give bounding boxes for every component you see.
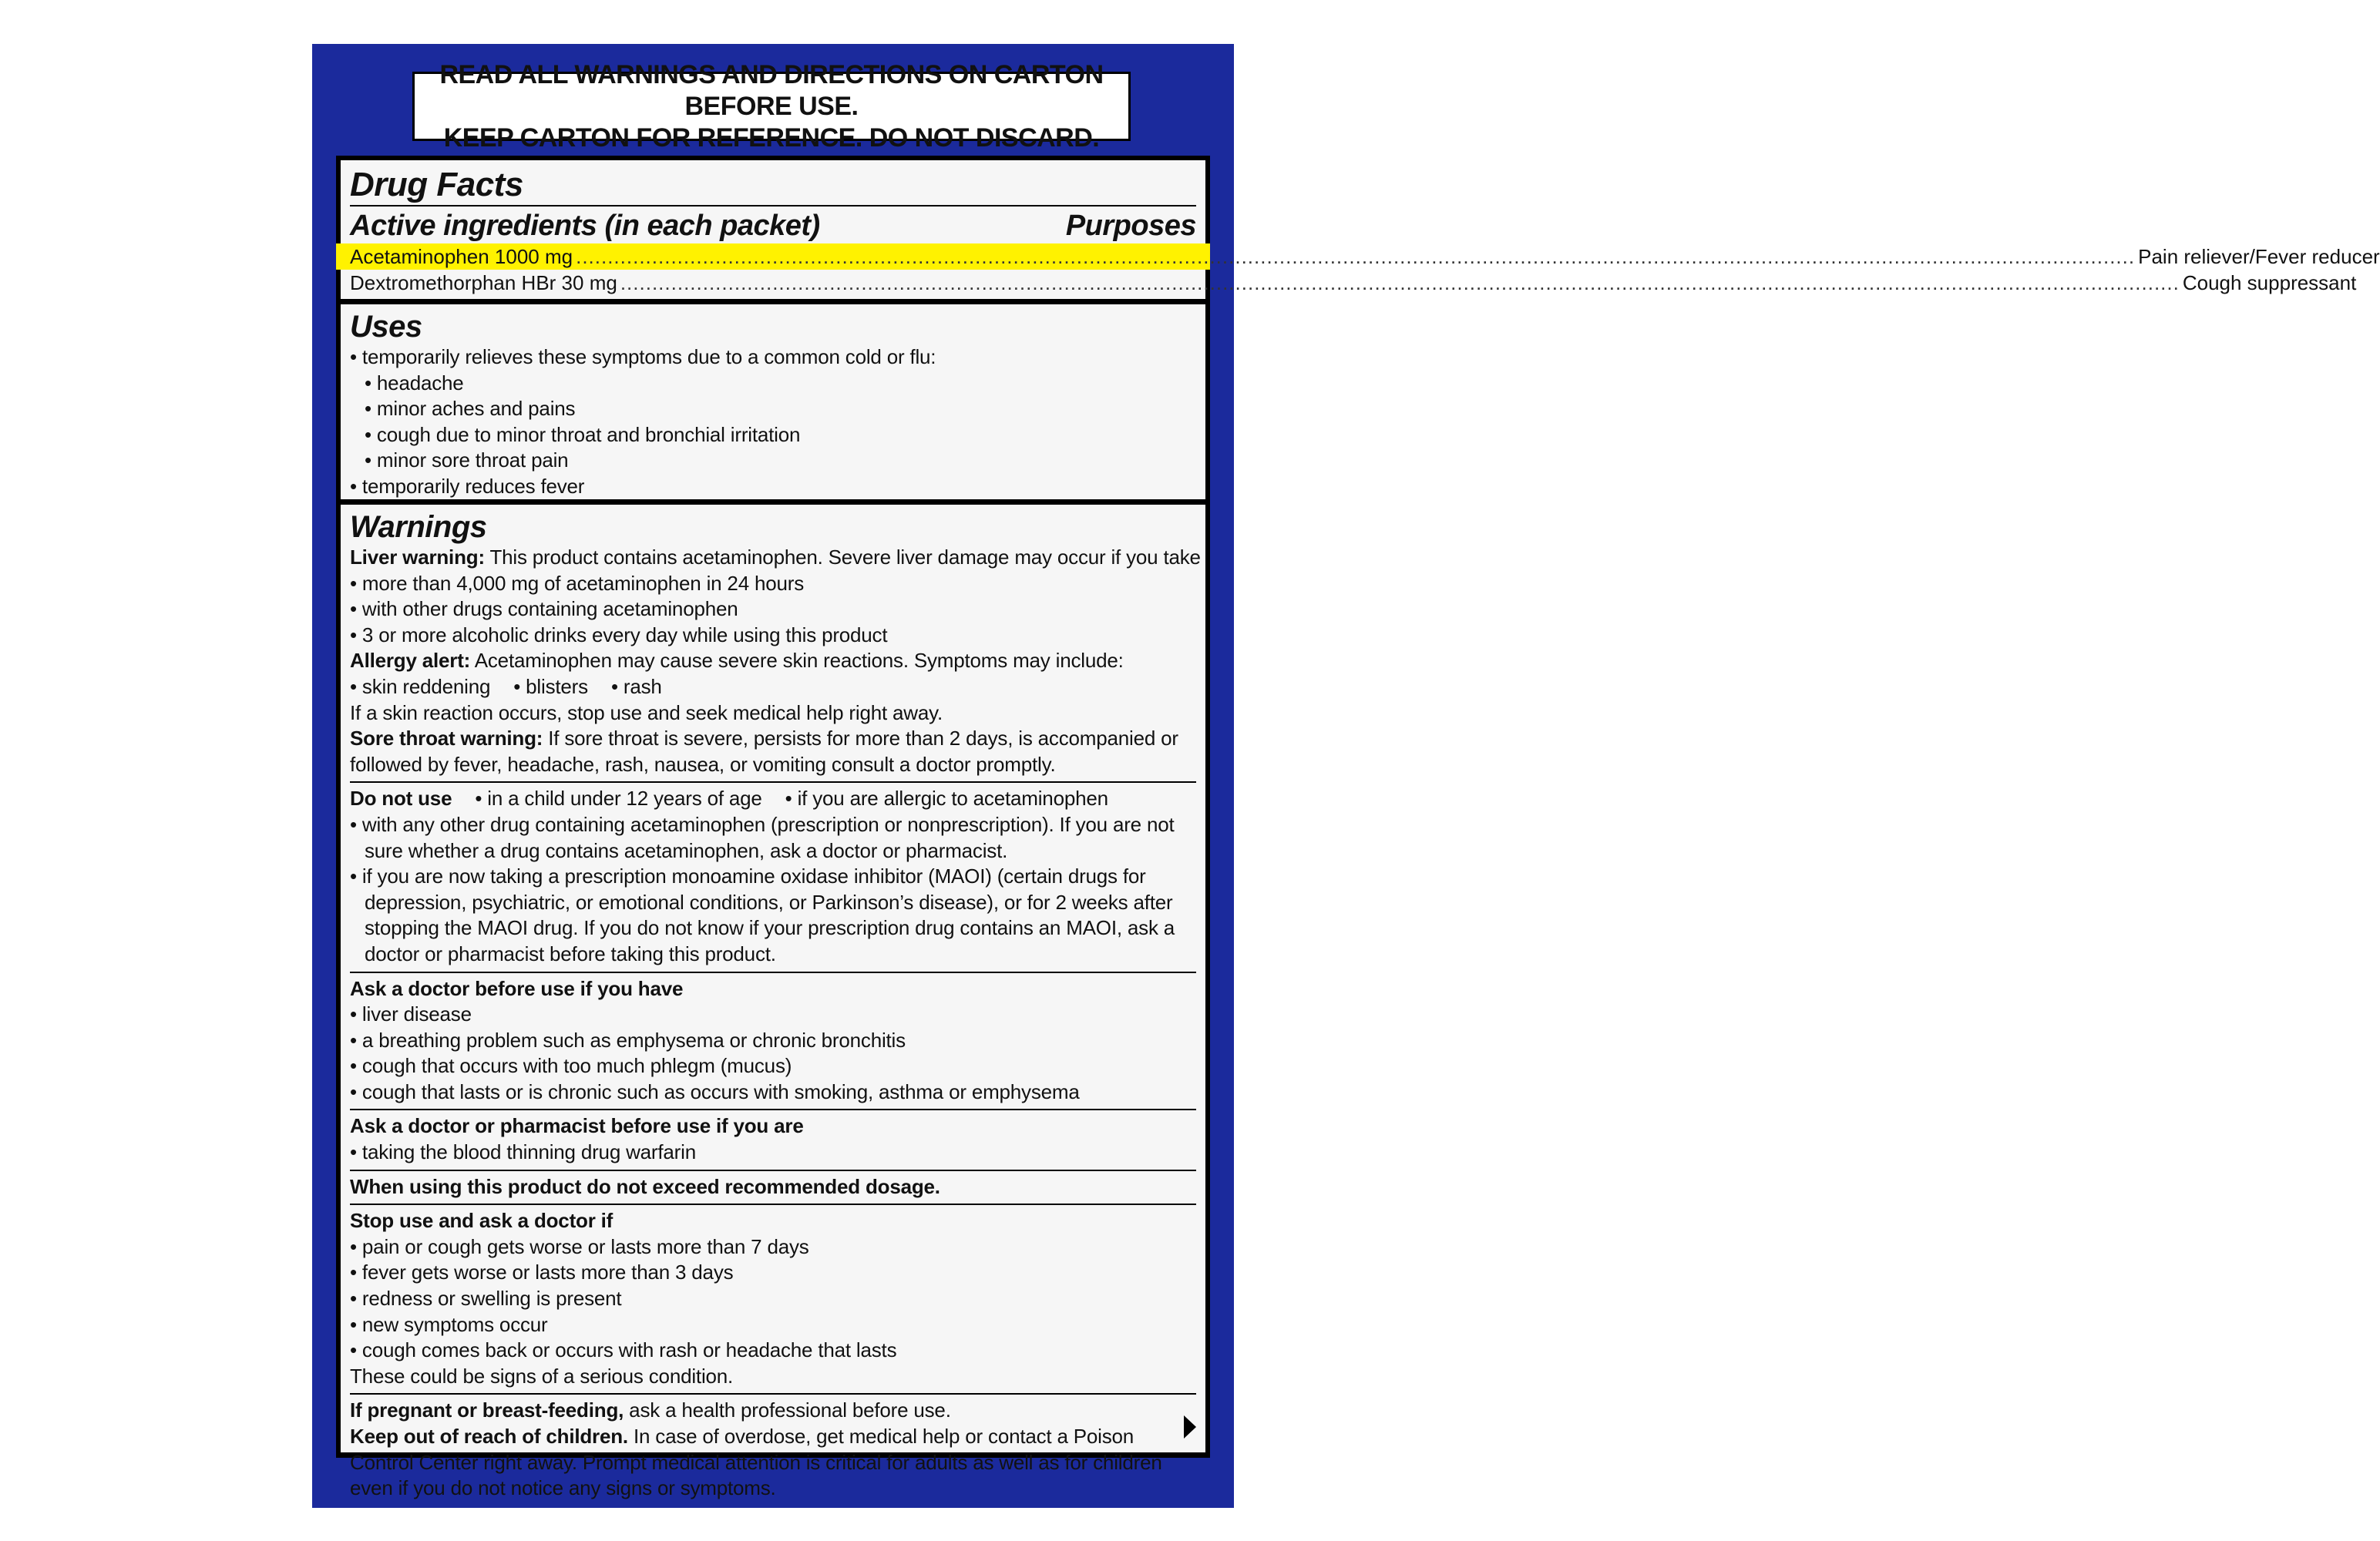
stop-use-title: Stop use and ask a doctor if [350, 1209, 613, 1233]
arrow-right-icon [1184, 1415, 1196, 1439]
dot-leader [576, 243, 2135, 270]
liver-item: • more than 4,000 mg of acetaminophen in 24 hours [350, 571, 805, 595]
ask-pharmacist-block [350, 1109, 1196, 1165]
allergy-alert-text: Acetaminophen may cause severe skin reactions. Symptoms may include: [470, 649, 1124, 673]
do-not-use-label: Do not use [350, 787, 452, 811]
active-ingredients-header [350, 208, 1196, 243]
warning-banner [412, 59, 1131, 153]
warnings-section [341, 505, 1205, 1500]
banner-line-2: KEEP CARTON FOR REFERENCE. DO NOT DISCARD. [443, 123, 1100, 153]
pregnant-line [350, 1398, 1196, 1424]
uses-intro: • temporarily relieves these symptoms due to a common cold or flu: [350, 345, 936, 368]
ask-doctor-item: • cough that occurs with too much phlegm (mucus) [350, 1054, 792, 1078]
ingredient-row-dextromethorphan [350, 270, 2357, 296]
ask-doctor-title: Ask a doctor before use if you have [350, 976, 684, 1000]
uses-item: • minor sore throat pain [365, 448, 569, 472]
when-using-block [350, 1170, 1196, 1200]
keep-out-line [350, 1424, 1196, 1502]
allergy-item: • blisters [513, 674, 588, 698]
allergy-alert-label: Allergy alert: [350, 649, 471, 673]
banner-line-1: READ ALL WARNINGS AND DIRECTIONS ON CARTON BEFORE USE. [439, 59, 1104, 121]
dot-leader [620, 270, 2180, 296]
allergy-after: If a skin reaction occurs, stop use and seek medical help right away. [350, 700, 943, 724]
carton-back-panel [312, 44, 2380, 1508]
keep-out-text: In case of overdose, get medical help or contact a Poison Control Center right away. Prompt medical attention is critical for adults as well as for children even if you do not notice any signs or symptoms. [350, 1425, 1162, 1500]
uses-title: Uses [350, 310, 422, 344]
ask-pharmacist-title: Ask a doctor or pharmacist before use if you are [350, 1114, 804, 1138]
liver-warning-text: This product contains acetaminophen. Severe liver damage may occur if you take [484, 546, 1201, 569]
allergy-items [350, 674, 1196, 700]
ingredient-row-acetaminophen [336, 243, 2380, 270]
purposes-label: Purposes [1065, 210, 1196, 242]
stop-use-item: • cough comes back or occurs with rash or headache that lasts [350, 1338, 897, 1362]
warnings-title: Warnings [350, 510, 487, 544]
liver-item: • 3 or more alcoholic drinks every day while using this product [350, 623, 888, 646]
uses-last-item: • temporarily reduces fever [350, 474, 585, 498]
ask-doctor-item: • liver disease [350, 1002, 472, 1026]
stop-use-after: These could be signs of a serious condition. [350, 1364, 734, 1388]
when-using-text: When using this product do not exceed recommended dosage. [350, 1174, 940, 1198]
uses-item: • headache [365, 371, 464, 394]
ingredient-name: Dextromethorphan HBr 30 mg [350, 271, 617, 294]
pregnant-label: If pregnant or breast-feeding, [350, 1398, 624, 1422]
stop-use-item: • redness or swelling is present [350, 1287, 622, 1311]
do-not-use-line [350, 786, 1196, 812]
ask-doctor-item: • a breathing problem such as emphysema or chronic bronchitis [350, 1028, 906, 1052]
allergy-item: • skin reddening [350, 674, 491, 698]
ask-pharmacist-item: • taking the blood thinning drug warfarin [350, 1140, 696, 1164]
liver-warning-label: Liver warning: [350, 546, 485, 569]
sore-throat-text: If sore throat is severe, persists for more than 2 days, is accompanied or followed by fever, headache, rash, nausea, or vomiting consult a doctor promptly. [350, 727, 1178, 776]
do-not-use-inline-item: • in a child under 12 years of age [475, 787, 762, 811]
sore-throat-warning [350, 726, 1196, 777]
uses-item: • minor aches and pains [365, 397, 576, 421]
ask-doctor-block [350, 972, 1196, 1106]
liver-warning [350, 545, 1201, 571]
ingredient-name: Acetaminophen 1000 mg [350, 245, 573, 268]
active-ingredients-label: Active ingredients (in each packet) [350, 210, 820, 242]
do-not-use-item: • if you are now taking a prescription monoamine oxidase inhibitor (MAOI) (certain drugs for depression, psychiatric, or emotional conditions, or Parkinson’s disease), or for 2 weeks after stopping the MAOI drug. If you do not know if your prescription drug contains an MAOI, ask a doctor or pharmacist before taking this product. [350, 865, 1175, 965]
stop-use-item: • new symptoms occur [350, 1312, 548, 1336]
stop-use-item: • pain or cough gets worse or lasts more than 7 days [350, 1234, 809, 1258]
uses-item: • cough due to minor throat and bronchial irritation [365, 422, 801, 446]
pregnancy-block [350, 1393, 1196, 1501]
ingredient-purpose: Pain reliever/Fever reducer [2138, 245, 2380, 268]
stop-use-block [350, 1204, 1196, 1389]
active-ingredients-section [341, 160, 2380, 299]
allergy-item: • rash [610, 674, 662, 698]
pregnant-text: ask a health professional before use. [624, 1398, 951, 1422]
keep-out-label: Keep out of reach of children. [350, 1425, 628, 1448]
do-not-use-item: • with any other drug containing acetaminophen (prescription or nonprescription). If you are not sure whether a drug contains acetaminophen, ask a doctor or pharmacist. [350, 812, 1175, 862]
uses-section [341, 304, 1205, 499]
drug-facts-panel [336, 156, 2380, 1500]
do-not-use-block [350, 781, 1196, 967]
do-not-use-inline-item: • if you are allergic to acetaminophen [785, 787, 1108, 811]
liver-item: • with other drugs containing acetaminophen [350, 597, 738, 621]
sore-throat-label: Sore throat warning: [350, 727, 543, 750]
stop-use-item: • fever gets worse or lasts more than 3 days [350, 1261, 734, 1284]
allergy-alert [350, 648, 1196, 674]
ask-doctor-item: • cough that lasts or is chronic such as occurs with smoking, asthma or emphysema [350, 1079, 1080, 1103]
drug-facts-title: Drug Facts [350, 160, 1196, 206]
ingredient-purpose: Cough suppressant [2182, 271, 2357, 294]
